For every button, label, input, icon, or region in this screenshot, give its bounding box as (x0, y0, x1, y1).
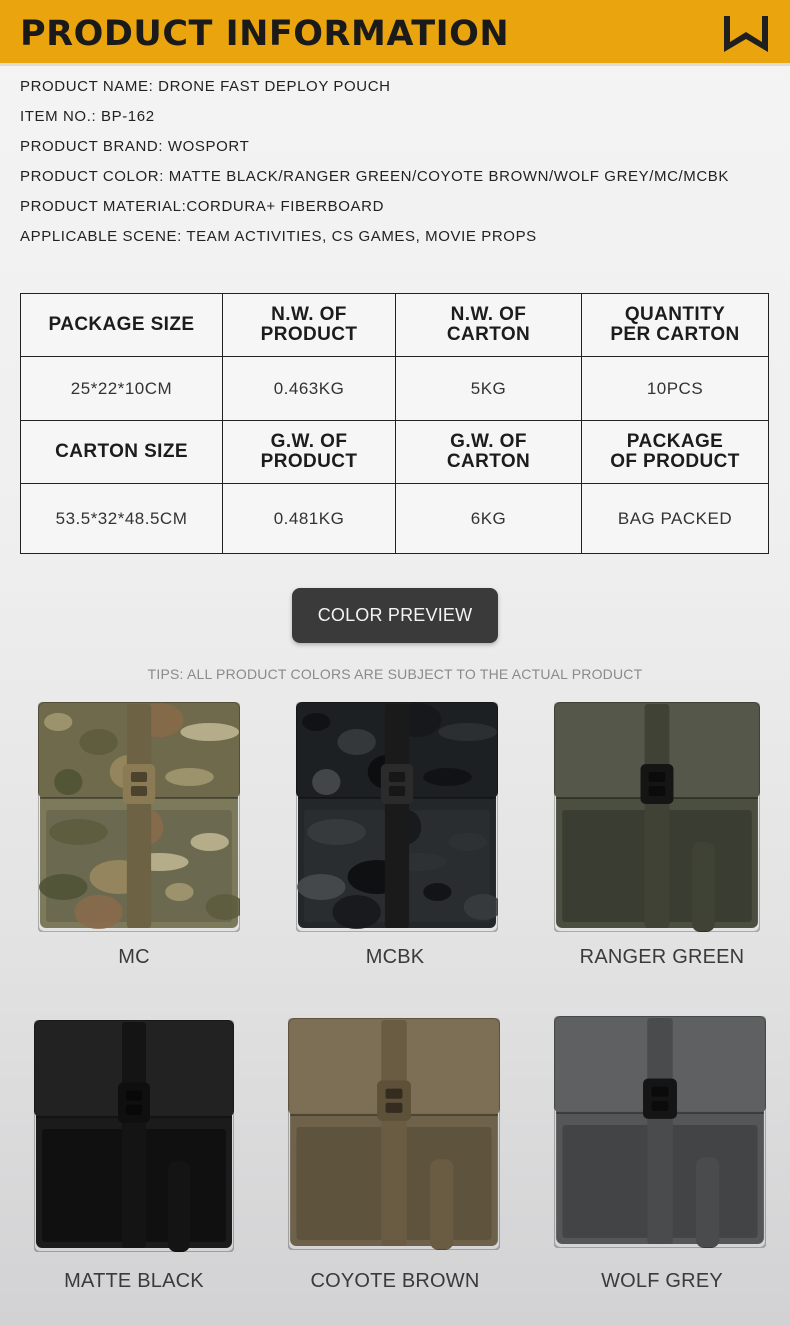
product-info-list (20, 76, 780, 256)
color-preview-button[interactable]: COLOR PREVIEW (292, 588, 498, 643)
header-nw-product (223, 294, 396, 357)
table-row (21, 294, 769, 357)
table-row (21, 421, 769, 484)
value-package-size: 25*22*10CM (21, 357, 223, 421)
pouch-image-mcbk (296, 702, 498, 932)
header-gw-carton (396, 421, 582, 484)
header-package-of-product (582, 421, 769, 484)
value-package-of-product: BAG PACKED (582, 484, 769, 554)
color-caption-matte-black: MATTE BLACK (64, 1270, 204, 1292)
brand-logo-icon (720, 12, 772, 54)
value-carton-size: 53.5*32*48.5CM (21, 484, 223, 554)
table-row (21, 357, 769, 421)
page-title: PRODUCT INFORMATION (20, 14, 510, 54)
info-product-color: PRODUCT COLOR: MATTE BLACK/RANGER GREEN/COYOTE BROWN/WOLF GREY/MC/MCBK (20, 168, 730, 185)
header-nw-carton-label: N.W. OF CARTON (446, 304, 531, 345)
spec-table (20, 293, 769, 554)
pouch-image-matte-black (34, 1020, 234, 1252)
pouch-image-ranger-green (554, 702, 760, 932)
color-tips-note: TIPS: ALL PRODUCT COLORS ARE SUBJECT TO THE ACTUAL PRODUCT (147, 666, 643, 682)
header-package-of-product-label: PACKAGE OF PRODUCT (610, 431, 740, 472)
info-product-brand: PRODUCT BRAND: WOSPORT (20, 138, 250, 155)
info-applicable-scene: APPLICABLE SCENE: TEAM ACTIVITIES, CS GAMES, MOVIE PROPS (20, 228, 537, 245)
pouch-image-wolf-grey (554, 1016, 766, 1248)
value-nw-carton: 5KG (396, 357, 582, 421)
pouch-image-mc (38, 702, 240, 932)
info-product-material: PRODUCT MATERIAL:CORDURA+ FIBERBOARD (20, 198, 385, 215)
header-nw-product-label: N.W. OF PRODUCT (260, 304, 358, 345)
table-row (21, 484, 769, 554)
header-gw-product (223, 421, 396, 484)
header-gw-product-label: G.W. OF PRODUCT (260, 431, 358, 472)
value-gw-product: 0.481KG (223, 484, 396, 554)
header-quantity-per-carton (582, 294, 769, 357)
info-item-number: ITEM NO.: BP-162 (20, 108, 155, 125)
info-product-name: PRODUCT NAME: DRONE FAST DEPLOY POUCH (20, 78, 391, 95)
color-caption-ranger-green: RANGER GREEN (579, 946, 745, 968)
header-package-size: PACKAGE SIZE (21, 294, 223, 357)
header-carton-size: CARTON SIZE (21, 421, 223, 484)
header-quantity-label: QUANTITY PER CARTON (610, 304, 740, 345)
value-quantity-per-carton: 10PCS (582, 357, 769, 421)
color-caption-wolf-grey: WOLF GREY (601, 1270, 723, 1292)
value-nw-product: 0.463KG (223, 357, 396, 421)
header-gw-carton-label: G.W. OF CARTON (446, 431, 531, 472)
color-caption-coyote-brown: COYOTE BROWN (310, 1270, 480, 1292)
color-caption-mcbk: MCBK (365, 946, 425, 968)
color-caption-mc: MC (118, 946, 150, 968)
value-gw-carton: 6KG (396, 484, 582, 554)
pouch-image-coyote-brown (288, 1018, 500, 1250)
header-nw-carton (396, 294, 582, 357)
header-banner (0, 0, 790, 66)
